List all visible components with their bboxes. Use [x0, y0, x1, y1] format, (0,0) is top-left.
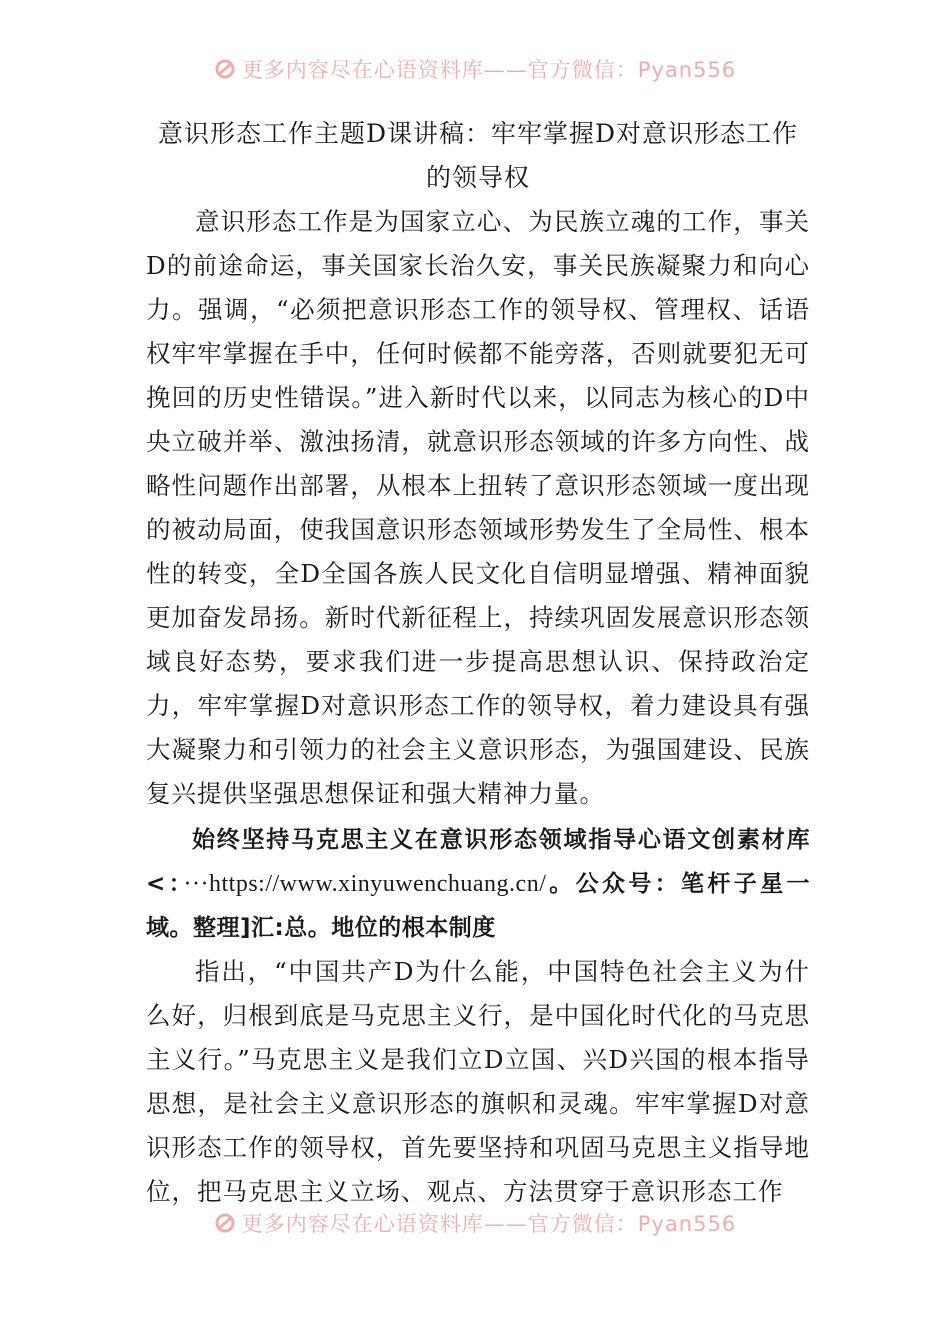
watermark-text: 更多内容尽在心语资料库——官方微信：Pyan556 [241, 1212, 737, 1236]
section-heading-part1: 始终坚持马克思主义在意识形态领域指导心语文创素材库<： [146, 827, 810, 897]
watermark-footer [0, 1206, 950, 1240]
logo-icon [214, 1212, 236, 1234]
section-heading [146, 818, 810, 950]
section-heading-link: ···https://www.xinyuwenchuang.cn/ [183, 871, 547, 897]
paragraph-marxism: 指出，“中国共产D为什么能，中国特色社会主义为什么好，归根到底是马克思主义行，是中国化时代化的马克思主义行。”马克思主义是我们立D立国、兴D兴国的根本指导思想，是社会主义意识形态的旗帜和灵魂。牢牢掌握D对意识形态工作的领导权，首先要坚持和巩固马克思主义指导地位，把马克思主义立场、观点、方法贯穿于意识形态工作 [146, 957, 810, 1206]
watermark-header [0, 52, 950, 86]
paragraph-intro: 意识形态工作是为国家立心、为民族立魂的工作，事关D的前途命运，事关国家长治久安，事关民族凝聚力和向心力。强调，“必须把意识形态工作的领导权、管理权、话语权牢牢掌握在手中，任何时候都不能旁落，否则就要犯无可挽回的历史性错误。”进入新时代以来，以同志为核心的D中央立破并举、激浊扬清，就意识形态领域的许多方向性、战略性问题作出部署，从根本上扭转了意识形态领域一度出现的被动局面，使我国意识形态领域形势发生了全局性、根本性的转变，全D全国各族人民文化自信明显增强、精神面貌更加奋发昂扬。新时代新征程上，持续巩固发展意识形态领域良好态势，要求我们进一步提高思想认识、保持政治定力，牢牢掌握D对意识形态工作的领导权，着力建设具有强大凝聚力和引领力的社会主义意识形态，为强国建设、民族复兴提供坚强思想保证和强大精神力量。 [146, 207, 810, 808]
watermark-text: 更多内容尽在心语资料库——官方微信：Pyan556 [241, 58, 737, 82]
document-title: 意识形态工作主题D课讲稿：牢牢掌握D对意识形态工作的领导权 [157, 119, 799, 192]
section-heading-part3: 。公众号：笔杆子星一域。整理]汇:总。地位的根本制度 [146, 871, 810, 941]
document-body [146, 112, 810, 1214]
logo-icon [214, 58, 236, 80]
